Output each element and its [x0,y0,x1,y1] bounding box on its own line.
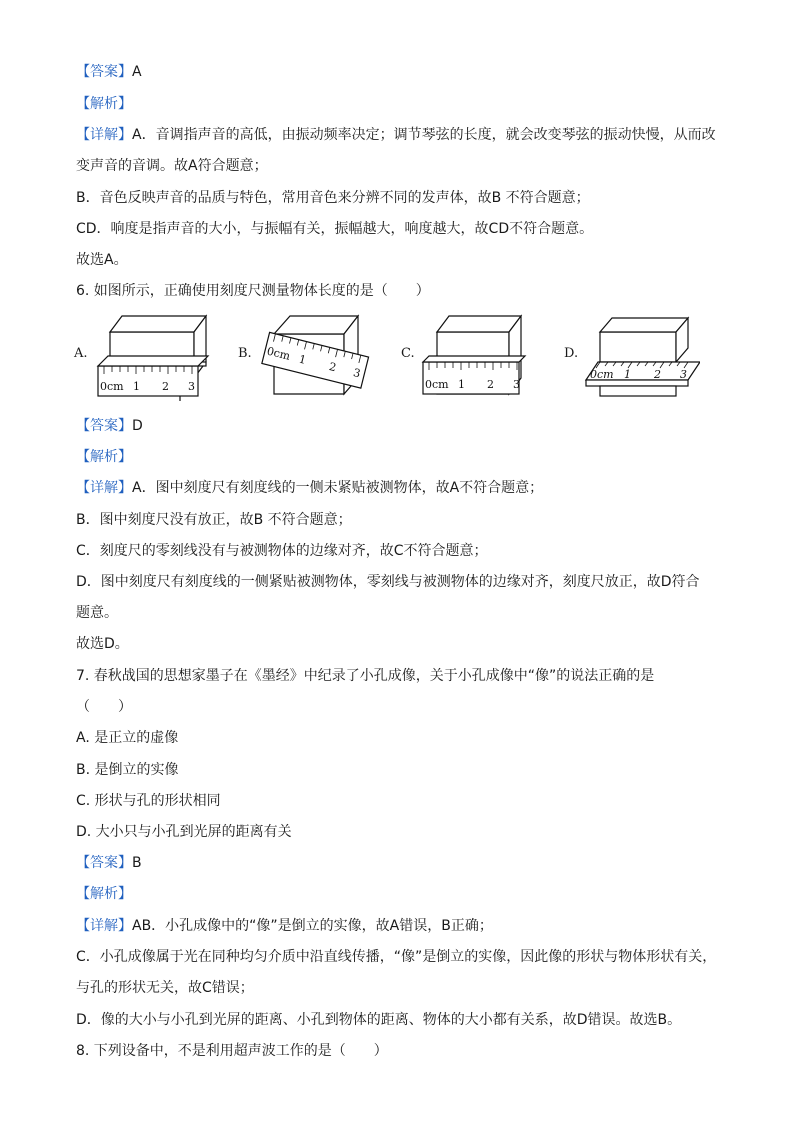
detail-text: AB．小孔成像中的“像”是倒立的实像，故A错误，B正确； [132,918,493,934]
option-label-b: B. [238,346,252,361]
detail-tag: 【详解】 [76,127,132,143]
q7-detail-line-4: D．像的大小与小孔到光屏的距离、小孔到物体的距离、物体的大小都有关系，故D错误。故选B。 [76,1012,682,1028]
q7-option-b: B. 是倒立的实像 [76,762,179,778]
tick-label-3: 3 [513,378,520,391]
q7-detail-line-3: 与孔的形状无关，故C错误； [76,980,254,996]
ruler-diagram-b [234,306,374,411]
figure-option-d [560,306,700,411]
option-label-c: C. [401,346,415,361]
q5-analysis-tag: 【解析】 [76,96,132,112]
q5-detail-line-1 [76,125,716,145]
figure-option-a [70,306,210,411]
q5-detail-line-2: 变声音的音调。故A符合题意； [76,158,268,174]
q5-detail-line-4: CD．响度是指声音的大小，与振幅有关，振幅越大，响度越大，故CD不符合题意。 [76,221,594,237]
q6-figures [70,306,730,416]
tick-label-1: 1 [624,368,631,381]
q6-analysis-tag: 【解析】 [76,449,132,465]
q7-option-a: A. 是正立的虚像 [76,730,179,746]
tick-label-1: 1 [458,378,465,391]
q6-conclusion: 故选D。 [76,636,129,652]
tick-label-0cm: 0cm [425,378,449,391]
answer-tag: 【答案】 [76,64,132,80]
detail-tag: 【详解】 [76,918,132,934]
tick-label-0cm: 0cm [100,380,124,393]
detail-text: A．图中刻度尺有刻度线的一侧未紧贴被测物体，故A不符合题意； [132,480,544,496]
q7-answer [76,853,142,873]
q7-option-c: C. 形状与孔的形状相同 [76,793,221,809]
q6-detail-line-5: 题意。 [76,605,118,621]
figure-option-b [234,306,374,411]
q7-stem-paren: （ ） [76,699,132,715]
tick-label-3: 3 [188,380,195,393]
answer-value: A [132,64,142,80]
q6-stem: 6. 如图所示，正确使用刻度尺测量物体长度的是（ ） [76,283,430,299]
q6-answer [76,416,143,436]
q7-detail-line-1 [76,916,493,936]
detail-tag: 【详解】 [76,480,132,496]
q7-detail-line-2: C．小孔成像属于光在同种均匀介质中沿直线传播，“像”是倒立的实像，因此像的形状与物体形状有关， [76,949,717,965]
q5-detail-line-3: B．音色反映声音的品质与特色，常用音色来分辨不同的发声体，故B 不符合题意； [76,190,590,206]
tick-label-2: 2 [487,378,494,391]
q6-detail-line-1 [76,478,543,498]
answer-tag: 【答案】 [76,418,132,434]
detail-text: A．音调指声音的高低，由振动频率决定；调节琴弦的长度，就会改变琴弦的振动快慢，从而改 [132,127,716,143]
q5-conclusion: 故选A。 [76,252,128,268]
ruler-diagram-a [70,306,210,411]
option-label-d: D. [564,346,579,361]
option-label-a: A. [74,346,88,361]
q6-detail-line-3: C．刻度尺的零刻线没有与被测物体的边缘对齐，故C不符合题意； [76,543,488,559]
tick-label-1: 1 [133,380,140,393]
tick-label-2: 2 [327,360,338,375]
answer-value: B [132,855,142,871]
q6-detail-line-2: B．图中刻度尺没有放正，故B 不符合题意； [76,512,352,528]
tick-label-0cm: 0cm [265,344,292,363]
q7-option-d: D. 大小只与小孔到光屏的距离有关 [76,824,292,840]
answer-tag: 【答案】 [76,855,132,871]
tick-label-3: 3 [351,366,362,381]
figure-option-c [397,306,537,411]
q7-analysis-tag: 【解析】 [76,886,132,902]
tick-label-2: 2 [162,380,169,393]
q5-answer [76,62,142,82]
tick-label-0cm: 0cm [590,368,614,381]
tick-label-2: 2 [654,368,661,381]
tick-label-1: 1 [297,352,308,367]
q7-stem: 7. 春秋战国的思想家墨子在《墨经》中纪录了小孔成像，关于小孔成像中“像”的说法正确的是 [76,668,655,684]
tick-label-3: 3 [680,368,687,381]
q6-detail-line-4: D．图中刻度尺有刻度线的一侧紧贴被测物体，零刻线与被测物体的边缘对齐，刻度尺放正，故D符合 [76,574,700,590]
ruler-diagram-d [560,306,700,411]
answer-value: D [132,418,143,434]
q8-stem: 8. 下列设备中，不是利用超声波工作的是（ ） [76,1043,388,1059]
ruler-diagram-c [397,306,537,411]
